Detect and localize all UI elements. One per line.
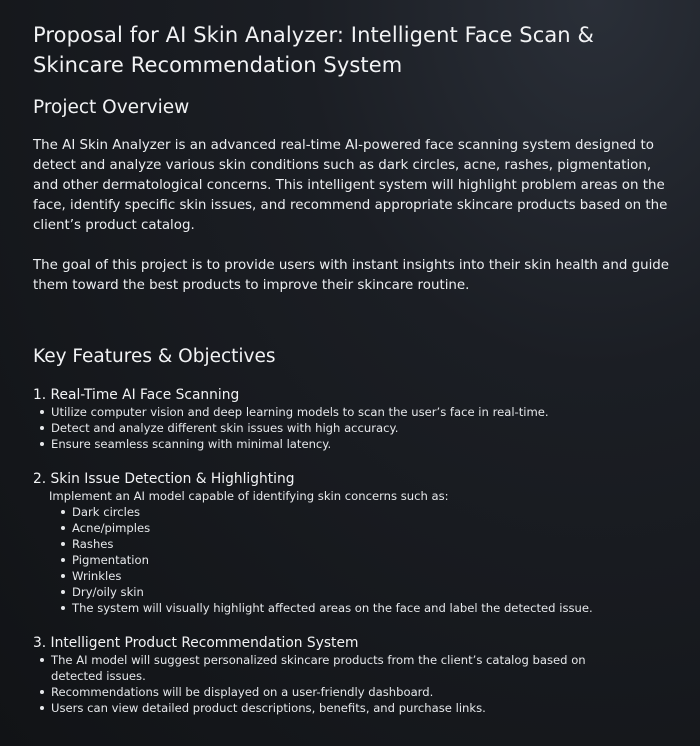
feature-section: [33, 634, 700, 716]
list-item: Detect and analyze different skin issues with high accuracy.: [51, 420, 651, 436]
list-item: Acne/pimples: [72, 520, 652, 536]
feature-heading: 1. Real-Time AI Face Scanning: [33, 387, 240, 403]
list-item: Recommendations will be displayed on a user-friendly dashboard.: [51, 684, 631, 700]
feature-intro: Implement an AI model capable of identifying skin concerns such as:: [49, 489, 449, 503]
list-item: Wrinkles: [72, 568, 652, 584]
list-item: The AI model will suggest personalized skincare products from the client’s catalog based on detected issues.: [51, 652, 631, 684]
list-item: Dry/oily skin: [72, 584, 652, 600]
feature-section: [33, 386, 700, 452]
list-item: Pigmentation: [72, 552, 652, 568]
feature-bullet-list: [33, 652, 631, 716]
feature-section: [33, 470, 700, 616]
list-item: Ensure seamless scanning with minimal latency.: [51, 436, 651, 452]
features-heading: Key Features & Objectives: [33, 346, 276, 367]
list-item: Users can view detailed product descriptions, benefits, and purchase links.: [51, 700, 631, 716]
list-item: The system will visually highlight affected areas on the face and label the detected issue.: [72, 600, 652, 616]
list-item: Dark circles: [72, 504, 652, 520]
feature-heading: 3. Intelligent Product Recommendation System: [33, 635, 359, 651]
feature-heading: 2. Skin Issue Detection & Highlighting: [33, 471, 295, 487]
document-title: Proposal for AI Skin Analyzer: Intelligent Face Scan & Skincare Recommendation System: [33, 23, 594, 77]
overview-heading: Project Overview: [33, 97, 190, 118]
goal-paragraph: The goal of this project is to provide users with instant insights into their skin health and guide them toward the best products to improve their skincare routine.: [33, 258, 670, 293]
overview-paragraph: The AI Skin Analyzer is an advanced real-time AI-powered face scanning system designed to detect and analyze various skin conditions such as dark circles, acne, rashes, pigmentation, and other dermatological concerns. This intelligent system will highlight problem areas on the face, identify specific skin issues, and recommend appropriate skincare products based on the client’s product catalog.: [33, 138, 668, 233]
list-item: Rashes: [72, 536, 652, 552]
feature-bullet-list: [33, 504, 652, 616]
list-item: Utilize computer vision and deep learning models to scan the user’s face in real-time.: [51, 404, 651, 420]
feature-bullet-list: [33, 404, 651, 452]
